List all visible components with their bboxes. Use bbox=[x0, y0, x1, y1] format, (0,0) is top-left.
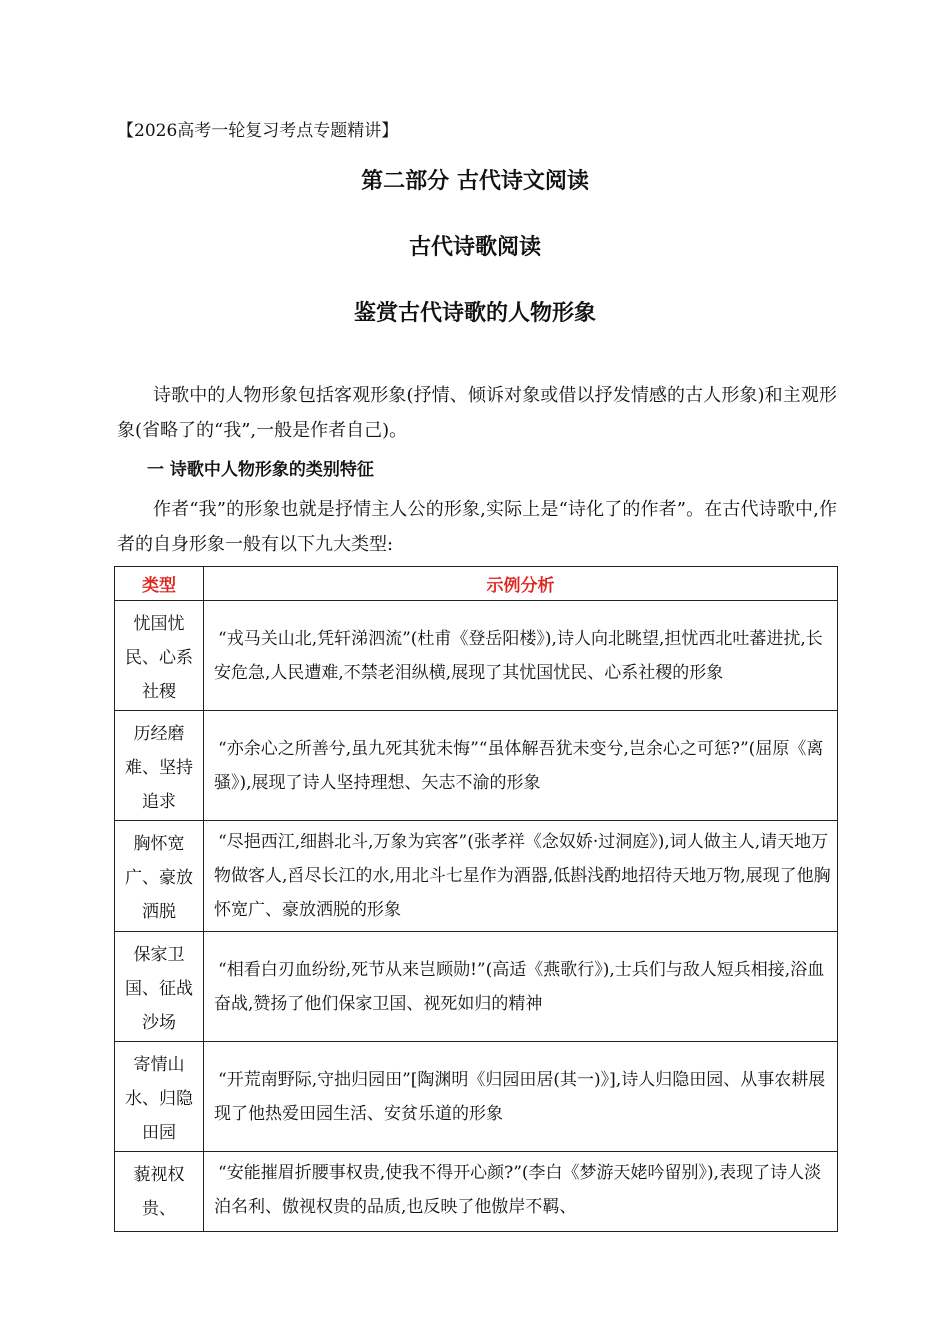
table-row bbox=[115, 932, 838, 1042]
table-row bbox=[115, 1042, 838, 1152]
topic-title: 鉴赏古代诗歌的人物形象 bbox=[353, 301, 596, 326]
types-table bbox=[114, 566, 838, 1232]
example-cell: “安能摧眉折腰事权贵,使我不得开心颜?”(李白《梦游天姥吟留别》),表现了诗人淡泊名利、傲视权贵的品质,也反映了他傲岸不羁、 bbox=[204, 1152, 838, 1232]
chapter-title: 古代诗歌阅读 bbox=[408, 235, 541, 260]
type-cell: 藐视权贵、 bbox=[115, 1152, 204, 1232]
intro-paragraph: 诗歌中的人物形象包括客观形象(抒情、倾诉对象或借以抒发情感的古人形象)和主观形象(省略了的“我”,一般是作者自己)。 bbox=[117, 385, 837, 441]
type-cell: 寄情山水、归隐田园 bbox=[115, 1042, 204, 1152]
example-cell: “相看白刃血纷纷,死节从来岂顾勋!”(高适《燕歌行》),士兵们与敌人短兵相接,浴血奋战,赞扬了他们保家卫国、视死如归的精神 bbox=[204, 932, 838, 1042]
example-cell: “开荒南野际,守拙归园田”[陶渊明《归园田居(其一)》],诗人归隐田园、从事农耕展现了他热爱田园生活、安贫乐道的形象 bbox=[204, 1042, 838, 1152]
type-cell: 保家卫国、征战沙场 bbox=[115, 932, 204, 1042]
table-header-row bbox=[115, 567, 838, 601]
table-row bbox=[115, 601, 838, 711]
table-row bbox=[115, 821, 838, 932]
table-row bbox=[115, 1152, 838, 1232]
header-example: 示例分析 bbox=[204, 567, 838, 601]
type-cell: 胸怀宽广、豪放洒脱 bbox=[115, 821, 204, 932]
header-type: 类型 bbox=[115, 567, 204, 601]
type-cell: 历经磨难、坚持追求 bbox=[115, 711, 204, 821]
section-heading: 一 诗歌中人物形象的类别特征 bbox=[147, 460, 374, 480]
example-cell: “亦余心之所善兮,虽九死其犹未悔”“虽体解吾犹未变兮,岂余心之可惩?”(屈原《离骚》),展现了诗人坚持理想、矢志不渝的形象 bbox=[204, 711, 838, 821]
table-row bbox=[115, 711, 838, 821]
type-cell: 忧国忧民、心系社稷 bbox=[115, 601, 204, 711]
header-tag: 【2026高考一轮复习考点专题精讲】 bbox=[117, 121, 399, 141]
example-cell: “尽挹西江,细斟北斗,万象为宾客”(张孝祥《念奴娇·过洞庭》),词人做主人,请天地万物做客人,舀尽长江的水,用北斗七星作为酒器,低斟浅酌地招待天地万物,展现了他胸怀宽广、豪放洒脱的形象 bbox=[204, 821, 838, 932]
example-cell: “戎马关山北,凭轩涕泗流”(杜甫《登岳阳楼》),诗人向北眺望,担忧西北吐蕃进扰,长安危急,人民遭难,不禁老泪纵横,展现了其忧国忧民、心系社稷的形象 bbox=[204, 601, 838, 711]
part-title: 第二部分 古代诗文阅读 bbox=[361, 169, 589, 194]
section-paragraph: 作者“我”的形象也就是抒情主人公的形象,实际上是“诗化了的作者”。在古代诗歌中,作者的自身形象一般有以下九大类型: bbox=[117, 499, 837, 555]
